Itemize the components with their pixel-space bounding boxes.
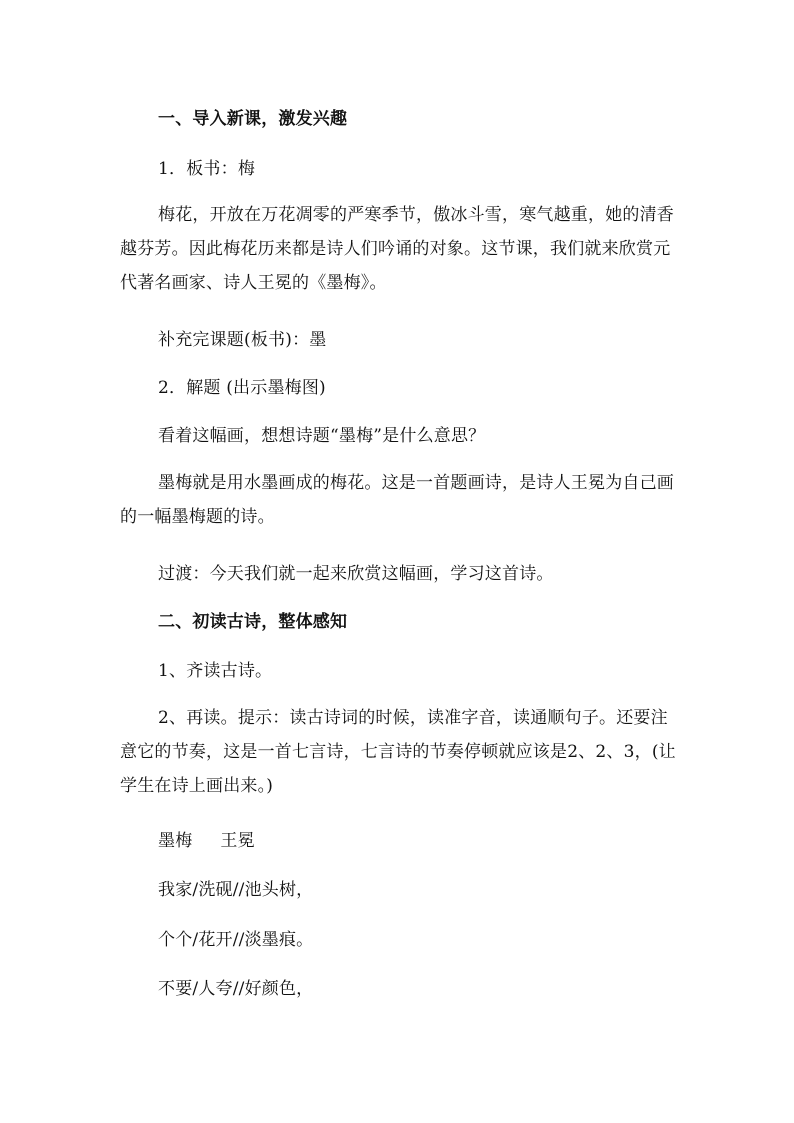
- paragraph-transition: 过渡：今天我们就一起来欣赏这幅画，学习这首诗。: [158, 564, 554, 584]
- paragraph-question: 看着这幅画，想想诗题“墨梅”是什么意思？: [158, 426, 486, 446]
- paragraph-intro: 梅花，开放在万花凋零的严寒季节，傲冰斗雪，寒气越重，她的清香越芬芳。因此梅花历来都是诗人们吟诵的对象。这节课，我们就来欣赏元代著名画家、诗人王冕的《墨梅》。: [120, 205, 674, 293]
- paragraph-supplement: 补充完课题(板书)：墨: [158, 330, 327, 350]
- list-item-explain-title: 2．解题 (出示墨梅图): [158, 378, 326, 398]
- list-item-read-together: 1、齐读古诗。: [158, 661, 273, 681]
- poem-title: 墨梅 王冕: [158, 831, 255, 851]
- paragraph-answer: 墨梅就是用水墨画成的梅花。这是一首题画诗，是诗人王冕为自己画的一幅墨梅题的诗。: [120, 473, 674, 527]
- paragraph-read-again: 2、再读。提示：读古诗词的时候，读准字音，读通顺句子。还要注意它的节奏，这是一首七言诗，七言诗的节奏停顿就应该是2、2、3，(让学生在诗上画出来。): [120, 708, 676, 796]
- section-heading-2: 二、初读古诗，整体感知: [158, 612, 348, 632]
- poem-line: 我家/洗砚//池头树，: [158, 880, 314, 900]
- poem-line: 个个/花开//淡墨痕。: [158, 930, 314, 950]
- list-item-board-writing: 1．板书：梅: [158, 159, 256, 179]
- poem-line: 不要/人夸//好颜色，: [158, 979, 314, 999]
- section-heading-1: 一、导入新课，激发兴趣: [158, 109, 348, 129]
